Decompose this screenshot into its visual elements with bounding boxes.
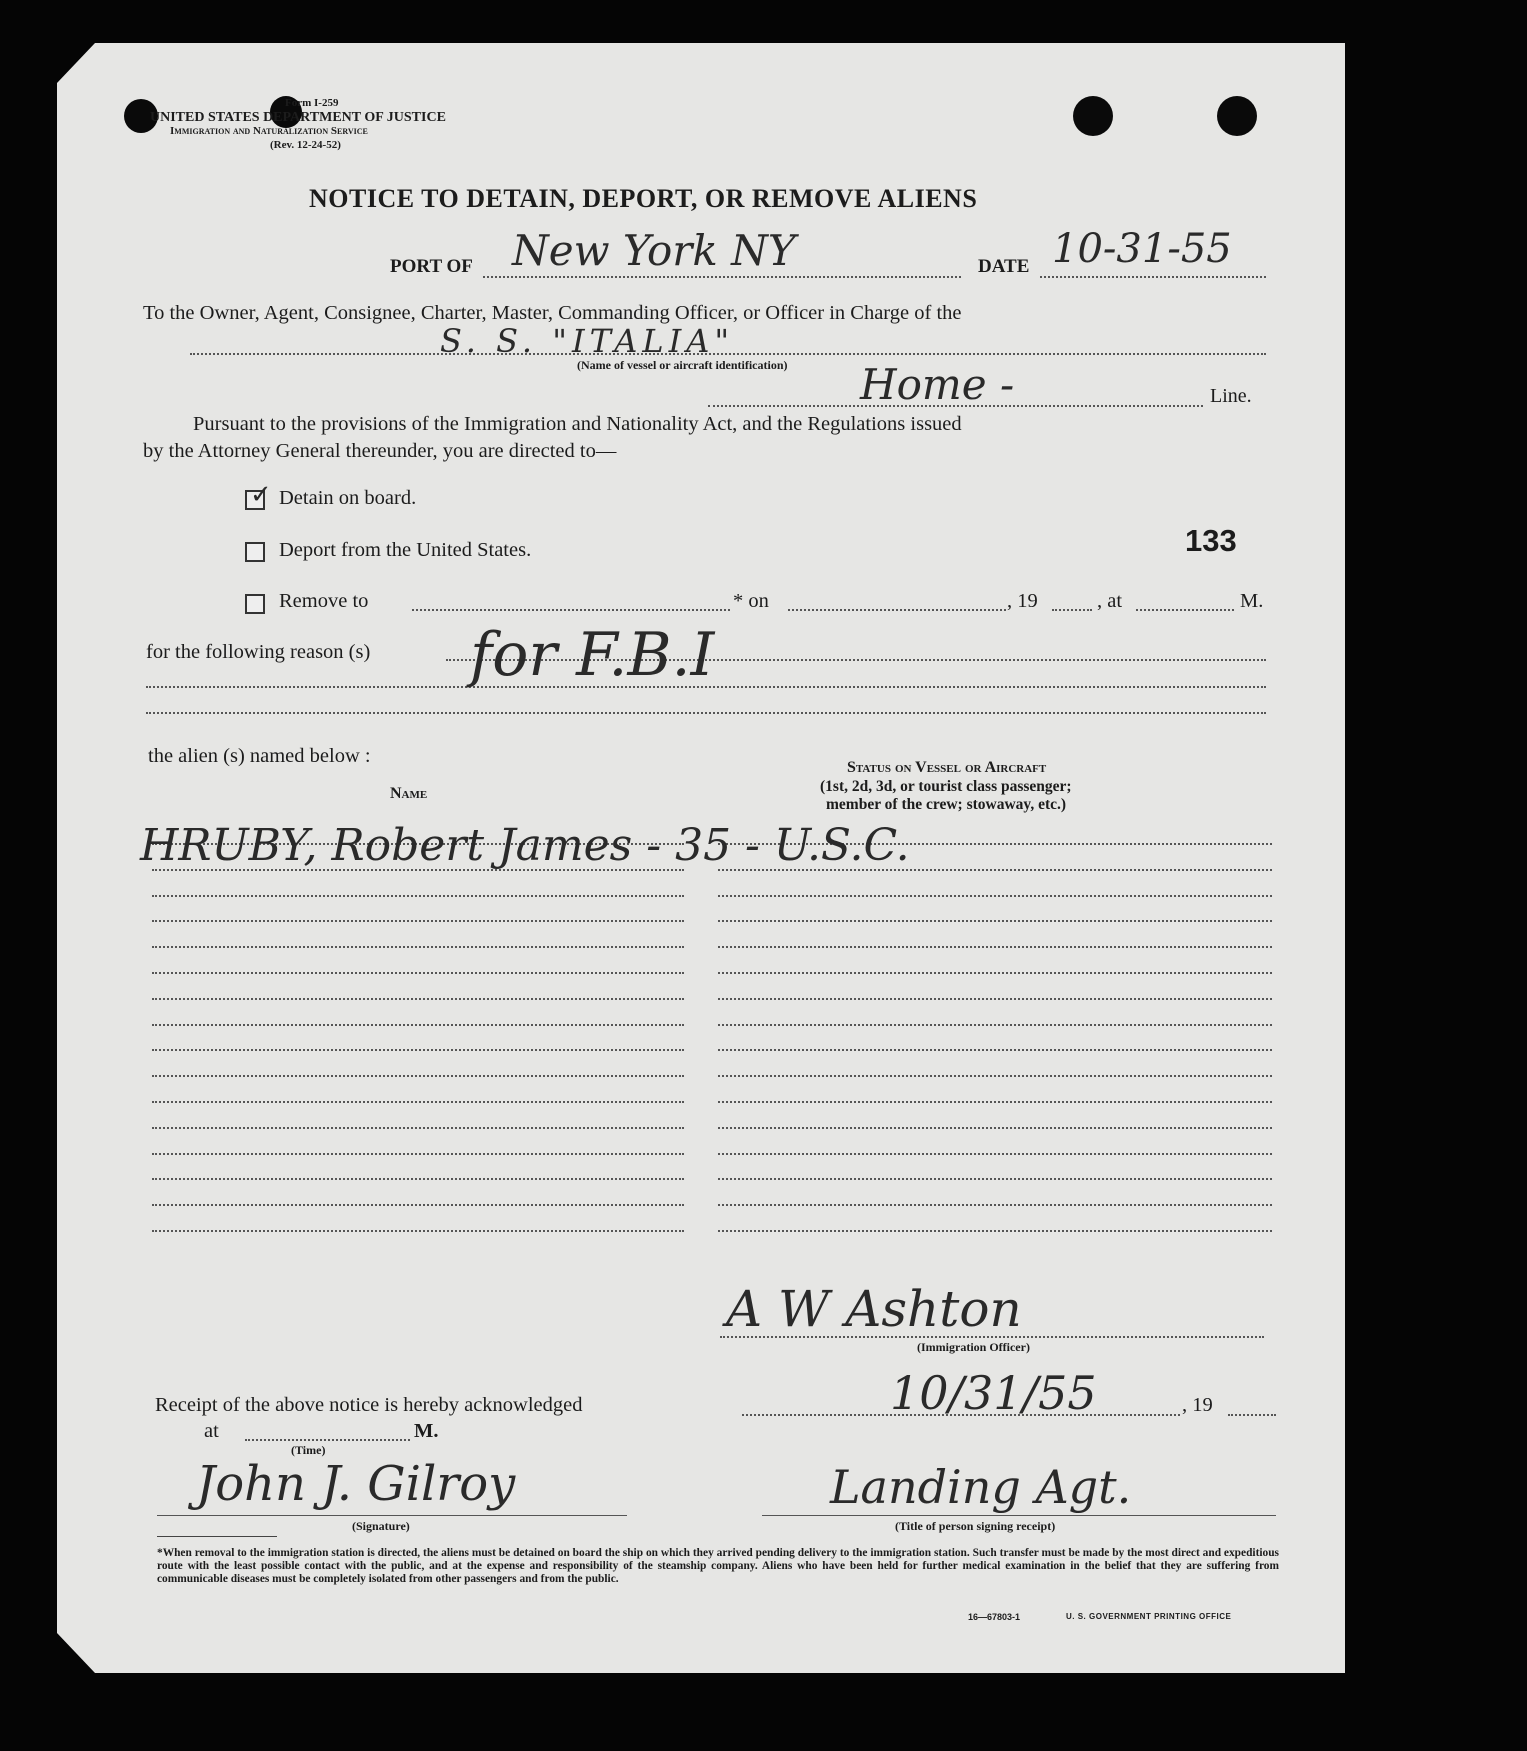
receipt-text: Receipt of the above notice is hereby acknowledged bbox=[155, 1394, 583, 1416]
name-row-line bbox=[152, 895, 684, 897]
signer-title-line bbox=[762, 1515, 1276, 1516]
receipt-m-label: M. bbox=[414, 1420, 439, 1442]
form-revision: (Rev. 12-24-52) bbox=[270, 139, 341, 151]
agency-service: Immigration and Naturalization Service bbox=[170, 125, 368, 137]
check-mark-icon: ✓ bbox=[250, 480, 272, 510]
port-label: PORT OF bbox=[390, 256, 473, 277]
name-row-line bbox=[152, 946, 684, 948]
date-label: DATE bbox=[978, 256, 1030, 277]
status-row-line bbox=[718, 1178, 1272, 1180]
deport-checkbox[interactable] bbox=[245, 542, 265, 562]
port-value: New York NY bbox=[512, 226, 796, 275]
name-row-line bbox=[152, 1127, 684, 1129]
name-row-line bbox=[152, 920, 684, 922]
remove-m-label: M. bbox=[1240, 590, 1264, 612]
receipt-at-label: at bbox=[204, 1420, 219, 1442]
receipt-year-label: , 19 bbox=[1182, 1394, 1213, 1416]
addressee-line: To the Owner, Agent, Consignee, Charter, Master, Commanding Officer, or Officer in Charge of the bbox=[143, 302, 962, 324]
signer-title-caption: (Title of person signing receipt) bbox=[895, 1519, 1056, 1533]
name-row-line bbox=[152, 1075, 684, 1077]
name-row-line bbox=[152, 998, 684, 1000]
punch-hole bbox=[1217, 96, 1257, 136]
status-row-line bbox=[718, 1230, 1272, 1232]
status-row-line bbox=[718, 1127, 1272, 1129]
date-value: 10-31-55 bbox=[1052, 226, 1232, 272]
status-row-line bbox=[718, 946, 1272, 948]
pursuant-text-1: Pursuant to the provisions of the Immigration and Nationality Act, and the Regulations issued bbox=[193, 413, 962, 435]
date-line bbox=[1040, 276, 1266, 278]
time-caption: (Time) bbox=[291, 1443, 326, 1457]
stamp-number: 133 bbox=[1185, 523, 1237, 558]
alien-entry-name: HRUBY, Robert James - 35 - U.S.C. bbox=[140, 820, 910, 871]
name-row-line bbox=[152, 1204, 684, 1206]
officer-signature: A W Ashton bbox=[726, 1280, 1022, 1338]
remove-destination-line bbox=[412, 609, 730, 611]
name-row-line bbox=[152, 1024, 684, 1026]
receipt-year-line bbox=[1228, 1414, 1276, 1416]
signer-signature: John J. Gilroy bbox=[196, 1456, 516, 1512]
status-row-line bbox=[718, 895, 1272, 897]
status-row-line bbox=[718, 1153, 1272, 1155]
name-row-line bbox=[152, 972, 684, 974]
remove-date-line bbox=[788, 609, 1006, 611]
name-row-line bbox=[152, 1230, 684, 1232]
reason-line-3 bbox=[146, 712, 1266, 714]
name-row-line bbox=[152, 1178, 684, 1180]
punch-hole bbox=[1073, 96, 1113, 136]
reason-label: for the following reason (s) bbox=[146, 641, 371, 663]
vessel-value: S. S. "ITALIA" bbox=[440, 322, 735, 360]
deport-label: Deport from the United States. bbox=[279, 539, 532, 561]
footnote-rule bbox=[157, 1536, 277, 1537]
status-row-line bbox=[718, 1101, 1272, 1103]
printer-office: U. S. GOVERNMENT PRINTING OFFICE bbox=[1066, 1612, 1232, 1621]
remove-year-line bbox=[1052, 609, 1092, 611]
status-row-line bbox=[718, 1204, 1272, 1206]
status-subheader-1: (1st, 2d, 3d, or tourist class passenger; bbox=[820, 778, 1072, 795]
signer-signature-line bbox=[157, 1515, 627, 1516]
status-row-line bbox=[718, 1024, 1272, 1026]
remove-time-line bbox=[1136, 609, 1234, 611]
line-value: Home - bbox=[860, 360, 1015, 409]
port-line bbox=[483, 276, 961, 278]
pursuant-text-2: by the Attorney General thereunder, you are directed to— bbox=[143, 440, 617, 462]
name-column-header: Name bbox=[390, 785, 428, 802]
name-row-line bbox=[152, 1049, 684, 1051]
receipt-time-line bbox=[245, 1439, 410, 1441]
line-label: Line. bbox=[1210, 385, 1252, 407]
status-row-line bbox=[718, 1075, 1272, 1077]
remove-on-label: * on bbox=[733, 590, 769, 612]
remove-at-label: , at bbox=[1097, 590, 1123, 612]
name-row-line bbox=[152, 1153, 684, 1155]
receipt-date-value: 10/31/55 bbox=[890, 1366, 1097, 1420]
aliens-label: the alien (s) named below : bbox=[148, 745, 371, 767]
signer-caption: (Signature) bbox=[352, 1519, 410, 1533]
status-row-line bbox=[718, 998, 1272, 1000]
detain-label: Detain on board. bbox=[279, 487, 417, 509]
agency-name: UNITED STATES DEPARTMENT OF JUSTICE bbox=[150, 110, 446, 125]
vessel-caption: (Name of vessel or aircraft identification) bbox=[577, 358, 788, 372]
signer-title-value: Landing Agt. bbox=[830, 1460, 1132, 1514]
page-title: NOTICE TO DETAIN, DEPORT, OR REMOVE ALIENS bbox=[309, 184, 978, 213]
remove-checkbox[interactable] bbox=[245, 594, 265, 614]
status-row-line bbox=[718, 1049, 1272, 1051]
reason-value: for F.B.I bbox=[470, 620, 715, 690]
form-number: Form I-259 bbox=[285, 97, 339, 109]
status-row-line bbox=[718, 972, 1272, 974]
remove-year-label: , 19 bbox=[1007, 590, 1038, 612]
officer-caption: (Immigration Officer) bbox=[917, 1340, 1030, 1354]
status-row-line bbox=[718, 920, 1272, 922]
status-column-header: Status on Vessel or Aircraft bbox=[847, 759, 1047, 776]
remove-label: Remove to bbox=[279, 590, 369, 612]
name-row-line bbox=[152, 1101, 684, 1103]
footnote-text: *When removal to the immigration station is directed, the aliens must be detained on board the ship on which they arrived pending delivery to the immigration station. Such transfer must be made by the most direct and expeditious route with the least possible contact with the public, and at the expense and responsibility of the steamship company. Aliens who have been held for further medical examination in the belief that they are suffering from communicable diseases must be completely isolated from other passengers and from the public. bbox=[157, 1547, 1279, 1585]
status-subheader-2: member of the crew; stowaway, etc.) bbox=[826, 796, 1067, 813]
officer-signature-line bbox=[720, 1336, 1264, 1338]
printer-code: 16—67803-1 bbox=[968, 1612, 1021, 1622]
